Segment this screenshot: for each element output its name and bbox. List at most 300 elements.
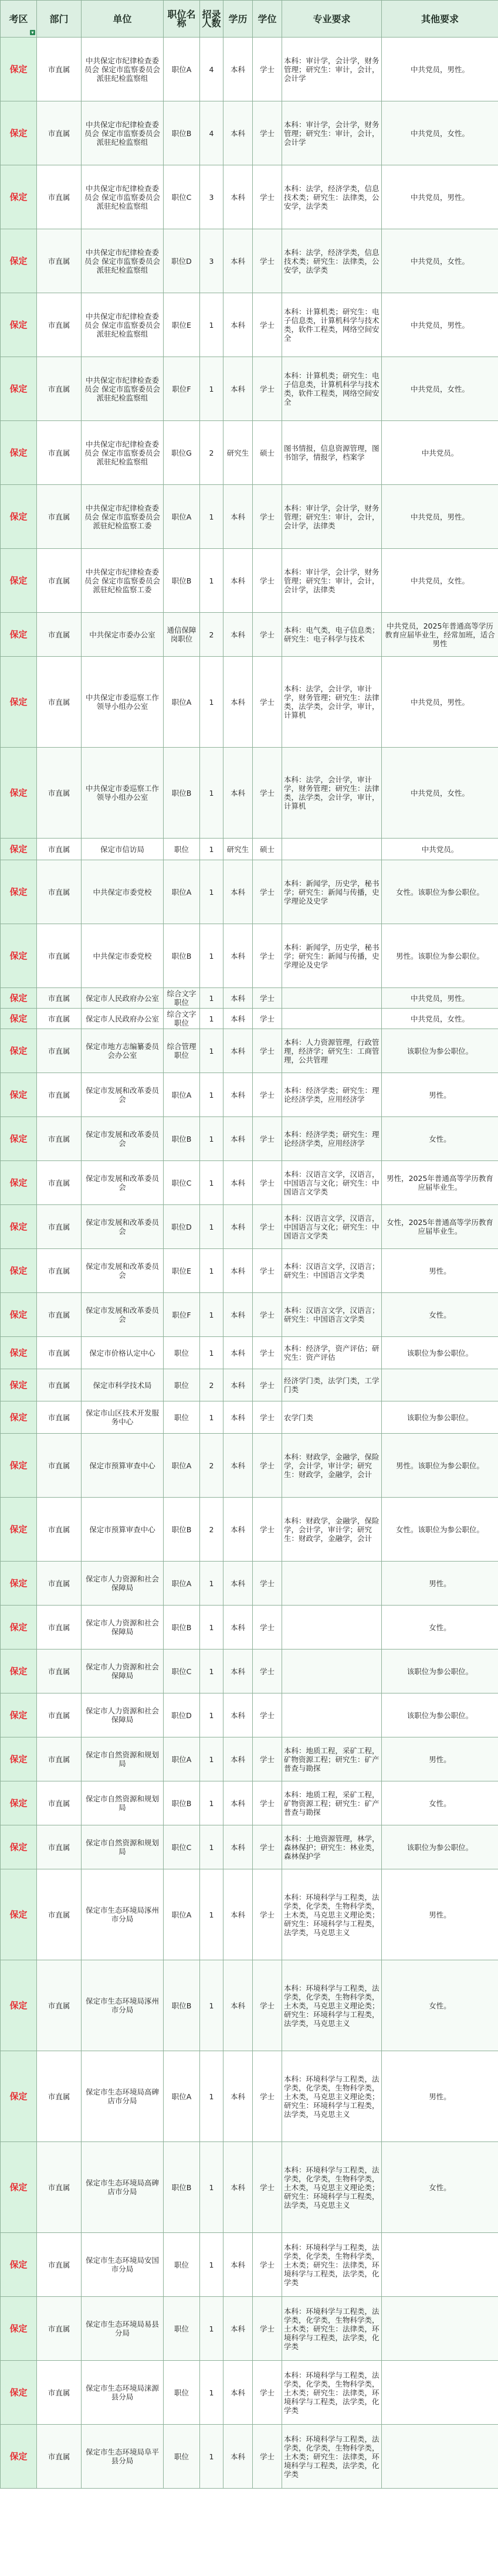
- table-row[interactable]: [1, 1693, 498, 1737]
- cell-other[interactable]: 男性。: [382, 2051, 498, 2142]
- cell-dept[interactable]: 市直属: [37, 1161, 82, 1205]
- cell-num[interactable]: 2: [200, 1434, 223, 1498]
- cell-num[interactable]: 1: [200, 1401, 223, 1434]
- cell-degree[interactable]: 学士: [253, 1161, 282, 1205]
- cell-post[interactable]: 职位E: [164, 1249, 200, 1293]
- table-row[interactable]: [1, 1498, 498, 1562]
- table-row[interactable]: [1, 1205, 498, 1249]
- cell-post[interactable]: 职位B: [164, 1960, 200, 2051]
- cell-post[interactable]: 职位D: [164, 1205, 200, 1249]
- table-row[interactable]: [1, 1337, 498, 1369]
- cell-dept[interactable]: 市直属: [37, 1606, 82, 1650]
- cell-other[interactable]: 男性。: [382, 1562, 498, 1606]
- table-row[interactable]: [1, 2233, 498, 2297]
- cell-num[interactable]: 1: [200, 1825, 223, 1869]
- cell-edu[interactable]: 本科: [223, 1117, 253, 1161]
- cell-num[interactable]: 1: [200, 1781, 223, 1825]
- cell-area[interactable]: 保定: [1, 2233, 37, 2297]
- cell-dept[interactable]: 市直属: [37, 1562, 82, 1606]
- cell-post[interactable]: 职位A: [164, 657, 200, 748]
- cell-major[interactable]: 本科：法学，会计学，审计学，财务管理；研究生：法律类，法学类，会计学，审计，计算机: [282, 657, 382, 748]
- cell-degree[interactable]: 学士: [253, 2051, 282, 2142]
- cell-edu[interactable]: 本科: [223, 293, 253, 357]
- cell-degree[interactable]: 学士: [253, 988, 282, 1009]
- cell-dept[interactable]: 市直属: [37, 1029, 82, 1073]
- cell-unit[interactable]: 保定市自然资源和规划局: [82, 1737, 164, 1781]
- cell-edu[interactable]: 本科: [223, 1401, 253, 1434]
- cell-unit[interactable]: 保定市生态环境局阜平县分局: [82, 2425, 164, 2489]
- cell-major[interactable]: 本科：审计学，会计学，财务管理；研究生：审计，会计，会计学，法律类: [282, 549, 382, 613]
- cell-dept[interactable]: 市直属: [37, 1781, 82, 1825]
- cell-post[interactable]: 职位A: [164, 1434, 200, 1498]
- cell-edu[interactable]: 本科: [223, 2233, 253, 2297]
- cell-num[interactable]: 1: [200, 2297, 223, 2361]
- cell-num[interactable]: 1: [200, 2233, 223, 2297]
- table-row[interactable]: [1, 1869, 498, 1960]
- cell-area[interactable]: 保定: [1, 421, 37, 485]
- cell-degree[interactable]: 学士: [253, 1825, 282, 1869]
- cell-degree[interactable]: 学士: [253, 1693, 282, 1737]
- cell-major[interactable]: 本科：人力资源管理，行政管理，经济学；研究生：工商管理，公共管理: [282, 1029, 382, 1073]
- cell-area[interactable]: 保定: [1, 1693, 37, 1737]
- cell-degree[interactable]: 学士: [253, 860, 282, 924]
- cell-dept[interactable]: 市直属: [37, 1960, 82, 2051]
- cell-area[interactable]: 保定: [1, 1869, 37, 1960]
- cell-degree[interactable]: 学士: [253, 165, 282, 229]
- cell-edu[interactable]: 本科: [223, 657, 253, 748]
- cell-degree[interactable]: 学士: [253, 657, 282, 748]
- cell-post[interactable]: 职位A: [164, 1073, 200, 1117]
- cell-area[interactable]: 保定: [1, 485, 37, 549]
- table-row[interactable]: [1, 1401, 498, 1434]
- cell-area[interactable]: 保定: [1, 988, 37, 1009]
- cell-num[interactable]: 2: [200, 421, 223, 485]
- cell-edu[interactable]: 本科: [223, 485, 253, 549]
- cell-other[interactable]: 男性。: [382, 1249, 498, 1293]
- cell-num[interactable]: 1: [200, 2361, 223, 2425]
- table-row[interactable]: [1, 101, 498, 165]
- cell-area[interactable]: 保定: [1, 2297, 37, 2361]
- cell-other[interactable]: 男性。: [382, 1737, 498, 1781]
- cell-post[interactable]: 职位B: [164, 1606, 200, 1650]
- cell-unit[interactable]: 保定市人力资源和社会保障局: [82, 1693, 164, 1737]
- cell-area[interactable]: 保定: [1, 1737, 37, 1781]
- cell-dept[interactable]: 市直属: [37, 748, 82, 839]
- cell-edu[interactable]: 本科: [223, 1693, 253, 1737]
- cell-major[interactable]: 本科：汉语言文学，汉语言；研究生：中国语言文学类: [282, 1249, 382, 1293]
- cell-area[interactable]: 保定: [1, 1293, 37, 1337]
- cell-edu[interactable]: 本科: [223, 549, 253, 613]
- cell-post[interactable]: 通信保障岗职位: [164, 613, 200, 657]
- cell-post[interactable]: 职位D: [164, 229, 200, 293]
- cell-num[interactable]: 2: [200, 1369, 223, 1401]
- cell-dept[interactable]: 市直属: [37, 549, 82, 613]
- cell-dept[interactable]: 市直属: [37, 1869, 82, 1960]
- cell-degree[interactable]: 学士: [253, 1073, 282, 1117]
- cell-edu[interactable]: 研究生: [223, 421, 253, 485]
- cell-degree[interactable]: 学士: [253, 2233, 282, 2297]
- cell-other[interactable]: 男性。该职位为参公职位。: [382, 924, 498, 988]
- table-row[interactable]: [1, 2361, 498, 2425]
- cell-dept[interactable]: 市直属: [37, 1825, 82, 1869]
- cell-dept[interactable]: 市直属: [37, 1293, 82, 1337]
- cell-area[interactable]: 保定: [1, 1650, 37, 1693]
- cell-unit[interactable]: 保定市价格认定中心: [82, 1337, 164, 1369]
- cell-other[interactable]: 该职位为参公职位。: [382, 1337, 498, 1369]
- table-row[interactable]: [1, 549, 498, 613]
- cell-other[interactable]: 女性。: [382, 1117, 498, 1161]
- cell-dept[interactable]: 市直属: [37, 1205, 82, 1249]
- cell-post[interactable]: 职位A: [164, 1562, 200, 1606]
- cell-major[interactable]: 本科：经济学类；研究生：理论经济学类，应用经济学: [282, 1117, 382, 1161]
- cell-major[interactable]: [282, 839, 382, 860]
- cell-unit[interactable]: 保定市发展和改革委员会: [82, 1073, 164, 1117]
- cell-area[interactable]: 保定: [1, 860, 37, 924]
- cell-num[interactable]: 1: [200, 988, 223, 1009]
- cell-unit[interactable]: 保定市科学技术局: [82, 1369, 164, 1401]
- cell-num[interactable]: 1: [200, 2425, 223, 2489]
- cell-dept[interactable]: 市直属: [37, 1117, 82, 1161]
- cell-dept[interactable]: 市直属: [37, 657, 82, 748]
- cell-num[interactable]: 1: [200, 1249, 223, 1293]
- cell-post[interactable]: 职位: [164, 2361, 200, 2425]
- cell-unit[interactable]: 中共保定市纪律检查委员会 保定市监察委员会派驻纪检监察组: [82, 229, 164, 293]
- cell-other[interactable]: 女性。该职位为参公职位。: [382, 860, 498, 924]
- cell-other[interactable]: 中共党员，男性。: [382, 293, 498, 357]
- cell-dept[interactable]: 市直属: [37, 101, 82, 165]
- table-row[interactable]: [1, 293, 498, 357]
- cell-post[interactable]: 职位A: [164, 38, 200, 101]
- cell-edu[interactable]: 本科: [223, 101, 253, 165]
- cell-edu[interactable]: 本科: [223, 229, 253, 293]
- cell-area[interactable]: 保定: [1, 1498, 37, 1562]
- cell-unit[interactable]: 保定市生态环境局涞源县分局: [82, 2361, 164, 2425]
- cell-major[interactable]: 本科：法学，会计学，审计学，财务管理；研究生：法律类，法学类，会计学，审计，计算机: [282, 748, 382, 839]
- cell-edu[interactable]: 本科: [223, 860, 253, 924]
- cell-other[interactable]: 该职位为参公职位。: [382, 1693, 498, 1737]
- cell-area[interactable]: 保定: [1, 1434, 37, 1498]
- cell-dept[interactable]: 市直属: [37, 1401, 82, 1434]
- table-row[interactable]: [1, 2297, 498, 2361]
- cell-post[interactable]: 综合管理职位: [164, 1029, 200, 1073]
- cell-other[interactable]: 该职位为参公职位。: [382, 1029, 498, 1073]
- cell-unit[interactable]: 保定市山区技术开发服务中心: [82, 1401, 164, 1434]
- cell-major[interactable]: 本科：环境科学与工程类，法学类，化学类，生物科学类，土木类，马克思主义理论类；研究生：环境科学与工程类，法学类，马克思主义: [282, 1960, 382, 2051]
- cell-major[interactable]: 本科：环境科学与工程类，法学类，化学类，生物科学类，土木类；研究生：法律类，环境科学与工程类，法学类，化学类: [282, 2361, 382, 2425]
- cell-edu[interactable]: 本科: [223, 1869, 253, 1960]
- cell-major[interactable]: 本科：新闻学，历史学，秘书学；研究生：新闻与传播，史学理论及史学: [282, 860, 382, 924]
- table-row[interactable]: [1, 357, 498, 421]
- cell-unit[interactable]: 中共保定市纪律检查委员会 保定市监察委员会派驻纪检监察组: [82, 101, 164, 165]
- cell-edu[interactable]: 本科: [223, 2297, 253, 2361]
- table-row[interactable]: [1, 924, 498, 988]
- cell-major[interactable]: [282, 988, 382, 1009]
- cell-degree[interactable]: 学士: [253, 1293, 282, 1337]
- cell-area[interactable]: 保定: [1, 2051, 37, 2142]
- cell-post[interactable]: 职位: [164, 2425, 200, 2489]
- cell-dept[interactable]: 市直属: [37, 1498, 82, 1562]
- cell-num[interactable]: 1: [200, 1205, 223, 1249]
- cell-area[interactable]: 保定: [1, 38, 37, 101]
- cell-degree[interactable]: 学士: [253, 101, 282, 165]
- cell-other[interactable]: 男性。该职位为参公职位。: [382, 1434, 498, 1498]
- cell-unit[interactable]: 保定市生态环境局安国市分局: [82, 2233, 164, 2297]
- cell-post[interactable]: 职位C: [164, 165, 200, 229]
- cell-dept[interactable]: 市直属: [37, 485, 82, 549]
- cell-dept[interactable]: 市直属: [37, 2361, 82, 2425]
- cell-dept[interactable]: 市直属: [37, 1369, 82, 1401]
- cell-area[interactable]: 保定: [1, 101, 37, 165]
- cell-unit[interactable]: 保定市生态环境局高碑店市分局: [82, 2142, 164, 2233]
- cell-num[interactable]: 1: [200, 293, 223, 357]
- cell-post[interactable]: 职位C: [164, 1650, 200, 1693]
- cell-degree[interactable]: 学士: [253, 1401, 282, 1434]
- cell-dept[interactable]: 市直属: [37, 988, 82, 1009]
- cell-dept[interactable]: 市直属: [37, 293, 82, 357]
- cell-post[interactable]: 职位F: [164, 357, 200, 421]
- cell-unit[interactable]: 中共保定市委办公室: [82, 613, 164, 657]
- cell-post[interactable]: 职位A: [164, 485, 200, 549]
- cell-edu[interactable]: 本科: [223, 988, 253, 1009]
- table-row[interactable]: [1, 1737, 498, 1781]
- cell-major[interactable]: 本科：审计学，会计学，财务管理；研究生：审计，会计，会计学: [282, 101, 382, 165]
- cell-post[interactable]: 职位A: [164, 860, 200, 924]
- table-row[interactable]: [1, 38, 498, 101]
- cell-area[interactable]: 保定: [1, 1161, 37, 1205]
- cell-degree[interactable]: 学士: [253, 1117, 282, 1161]
- cell-major[interactable]: 本科：环境科学与工程类，法学类，化学类，生物科学类，土木类；研究生：法律类，环境科学与工程类，法学类，化学类: [282, 2425, 382, 2489]
- cell-degree[interactable]: 学士: [253, 1737, 282, 1781]
- cell-num[interactable]: 1: [200, 357, 223, 421]
- cell-degree[interactable]: 学士: [253, 1869, 282, 1960]
- cell-other[interactable]: 中共党员，女性。: [382, 549, 498, 613]
- cell-num[interactable]: 1: [200, 1960, 223, 2051]
- cell-major[interactable]: 本科：经济学类；研究生：理论经济学类，应用经济学: [282, 1073, 382, 1117]
- cell-major[interactable]: 农学门类: [282, 1401, 382, 1434]
- table-row[interactable]: [1, 229, 498, 293]
- table-row[interactable]: [1, 1825, 498, 1869]
- cell-area[interactable]: 保定: [1, 1009, 37, 1029]
- cell-dept[interactable]: 市直属: [37, 613, 82, 657]
- cell-area[interactable]: 保定: [1, 1073, 37, 1117]
- cell-area[interactable]: 保定: [1, 839, 37, 860]
- cell-edu[interactable]: 本科: [223, 1562, 253, 1606]
- cell-area[interactable]: 保定: [1, 293, 37, 357]
- cell-edu[interactable]: 本科: [223, 613, 253, 657]
- cell-major[interactable]: 本科：环境科学与工程类，法学类，化学类，生物科学类，土木类，马克思主义理论类；研究生：环境科学与工程类，法学类，马克思主义: [282, 2051, 382, 2142]
- cell-edu[interactable]: 本科: [223, 2051, 253, 2142]
- cell-degree[interactable]: 学士: [253, 1029, 282, 1073]
- cell-major[interactable]: 本科：电气类，电子信息类；研究生：电子科学与技术: [282, 613, 382, 657]
- cell-unit[interactable]: 保定市人力资源和社会保障局: [82, 1562, 164, 1606]
- cell-num[interactable]: 1: [200, 1869, 223, 1960]
- cell-degree[interactable]: 学士: [253, 549, 282, 613]
- cell-major[interactable]: 本科：土地资源管理，林学，森林保护；研究生：林业类，森林保护学: [282, 1825, 382, 1869]
- cell-unit[interactable]: 中共保定市纪律检查委员会 保定市监察委员会派驻纪检监察组: [82, 421, 164, 485]
- cell-post[interactable]: 职位: [164, 1369, 200, 1401]
- table-row[interactable]: [1, 1606, 498, 1650]
- cell-edu[interactable]: 研究生: [223, 839, 253, 860]
- cell-degree[interactable]: 学士: [253, 1337, 282, 1369]
- cell-major[interactable]: [282, 1009, 382, 1029]
- cell-other[interactable]: 中共党员，女性。: [382, 229, 498, 293]
- cell-dept[interactable]: 市直属: [37, 229, 82, 293]
- table-row[interactable]: [1, 1009, 498, 1029]
- cell-other[interactable]: 男性。: [382, 1073, 498, 1117]
- cell-edu[interactable]: 本科: [223, 924, 253, 988]
- cell-degree[interactable]: 学士: [253, 1606, 282, 1650]
- cell-area[interactable]: 保定: [1, 1562, 37, 1606]
- cell-area[interactable]: 保定: [1, 1117, 37, 1161]
- cell-edu[interactable]: 本科: [223, 38, 253, 101]
- cell-major[interactable]: 本科：环境科学与工程类，法学类，化学类，生物科学类，土木类；研究生：法律类，环境科学与工程类，法学类，化学类: [282, 2233, 382, 2297]
- cell-post[interactable]: 职位E: [164, 293, 200, 357]
- cell-post[interactable]: 职位B: [164, 1117, 200, 1161]
- table-row[interactable]: [1, 2425, 498, 2489]
- cell-edu[interactable]: 本科: [223, 1073, 253, 1117]
- cell-area[interactable]: 保定: [1, 1249, 37, 1293]
- table-row[interactable]: [1, 613, 498, 657]
- table-row[interactable]: [1, 1781, 498, 1825]
- cell-num[interactable]: 1: [200, 1293, 223, 1337]
- cell-num[interactable]: 1: [200, 924, 223, 988]
- cell-num[interactable]: 1: [200, 485, 223, 549]
- cell-edu[interactable]: 本科: [223, 2425, 253, 2489]
- cell-degree[interactable]: 学士: [253, 2297, 282, 2361]
- cell-unit[interactable]: 保定市生态环境局涿州市分局: [82, 1960, 164, 2051]
- table-row[interactable]: [1, 165, 498, 229]
- cell-area[interactable]: 保定: [1, 165, 37, 229]
- cell-unit[interactable]: 保定市地方志编纂委员会办公室: [82, 1029, 164, 1073]
- cell-major[interactable]: 本科：汉语言文学，汉语言；研究生：中国语言文学类: [282, 1293, 382, 1337]
- cell-edu[interactable]: 本科: [223, 1293, 253, 1337]
- cell-edu[interactable]: 本科: [223, 1161, 253, 1205]
- table-row[interactable]: [1, 988, 498, 1009]
- table-row[interactable]: [1, 1029, 498, 1073]
- cell-dept[interactable]: 市直属: [37, 2142, 82, 2233]
- cell-area[interactable]: 保定: [1, 1029, 37, 1073]
- cell-edu[interactable]: 本科: [223, 1960, 253, 2051]
- cell-other[interactable]: 男性。: [382, 1869, 498, 1960]
- cell-other[interactable]: 中共党员，女性。: [382, 1009, 498, 1029]
- cell-degree[interactable]: 学士: [253, 1249, 282, 1293]
- cell-major[interactable]: 本科：法学，经济学类，信息技术类；研究生：法律类，公安学，法学类: [282, 229, 382, 293]
- cell-dept[interactable]: 市直属: [37, 1737, 82, 1781]
- cell-unit[interactable]: 保定市生态环境局高碑店市分局: [82, 2051, 164, 2142]
- cell-major[interactable]: 本科：审计学，会计学，财务管理；研究生：审计，会计，会计学，法律类: [282, 485, 382, 549]
- cell-post[interactable]: 职位B: [164, 748, 200, 839]
- cell-edu[interactable]: 本科: [223, 1009, 253, 1029]
- cell-edu[interactable]: 本科: [223, 1737, 253, 1781]
- cell-area[interactable]: 保定: [1, 2425, 37, 2489]
- cell-degree[interactable]: 学士: [253, 1205, 282, 1249]
- cell-dept[interactable]: 市直属: [37, 2425, 82, 2489]
- cell-degree[interactable]: 学士: [253, 1960, 282, 2051]
- cell-major[interactable]: 本科：环境科学与工程类，法学类，化学类，生物科学类，土木类，马克思主义理论类；研究生：环境科学与工程类，法学类，马克思主义: [282, 2142, 382, 2233]
- cell-area[interactable]: 保定: [1, 229, 37, 293]
- cell-other[interactable]: [382, 2425, 498, 2489]
- cell-unit[interactable]: 保定市发展和改革委员会: [82, 1161, 164, 1205]
- cell-unit[interactable]: 中共保定市纪律检查委员会 保定市监察委员会派驻纪检监察组: [82, 165, 164, 229]
- table-row[interactable]: [1, 1161, 498, 1205]
- cell-dept[interactable]: 市直属: [37, 924, 82, 988]
- table-row[interactable]: [1, 1369, 498, 1401]
- cell-num[interactable]: 4: [200, 38, 223, 101]
- cell-edu[interactable]: 本科: [223, 1825, 253, 1869]
- table-row[interactable]: [1, 1562, 498, 1606]
- cell-area[interactable]: 保定: [1, 1337, 37, 1369]
- cell-unit[interactable]: 保定市生态环境局易县分局: [82, 2297, 164, 2361]
- cell-other[interactable]: 女性。: [382, 2142, 498, 2233]
- cell-post[interactable]: 综合文字职位: [164, 988, 200, 1009]
- cell-degree[interactable]: 学士: [253, 924, 282, 988]
- cell-other[interactable]: [382, 2233, 498, 2297]
- cell-area[interactable]: 保定: [1, 357, 37, 421]
- cell-major[interactable]: 本科：审计学，会计学，财务管理；研究生：审计，会计，会计学: [282, 38, 382, 101]
- table-row[interactable]: [1, 1650, 498, 1693]
- cell-major[interactable]: [282, 1606, 382, 1650]
- table-row[interactable]: [1, 2142, 498, 2233]
- table-row[interactable]: [1, 1434, 498, 1498]
- table-row[interactable]: [1, 421, 498, 485]
- cell-edu[interactable]: 本科: [223, 165, 253, 229]
- cell-degree[interactable]: 学士: [253, 293, 282, 357]
- cell-unit[interactable]: 中共保定市委巡察工作领导小组办公室: [82, 748, 164, 839]
- cell-dept[interactable]: 市直属: [37, 357, 82, 421]
- cell-degree[interactable]: 学士: [253, 1562, 282, 1606]
- cell-area[interactable]: 保定: [1, 2361, 37, 2425]
- cell-unit[interactable]: 中共保定市纪律检查委员会 保定市监察委员会派驻纪检监察组: [82, 293, 164, 357]
- cell-num[interactable]: 1: [200, 1737, 223, 1781]
- cell-edu[interactable]: 本科: [223, 1249, 253, 1293]
- cell-other[interactable]: 中共党员，女性。: [382, 748, 498, 839]
- cell-major[interactable]: [282, 1693, 382, 1737]
- cell-post[interactable]: 职位: [164, 2233, 200, 2297]
- cell-major[interactable]: 本科：新闻学，历史学，秘书学；研究生：新闻与传播，史学理论及史学: [282, 924, 382, 988]
- cell-unit[interactable]: 中共保定市委党校: [82, 860, 164, 924]
- cell-post[interactable]: 综合文字职位: [164, 1009, 200, 1029]
- cell-post[interactable]: 职位B: [164, 549, 200, 613]
- cell-post[interactable]: 职位: [164, 839, 200, 860]
- cell-post[interactable]: 职位B: [164, 101, 200, 165]
- cell-num[interactable]: 1: [200, 1337, 223, 1369]
- cell-unit[interactable]: 保定市人力资源和社会保障局: [82, 1650, 164, 1693]
- cell-area[interactable]: 保定: [1, 1369, 37, 1401]
- cell-other[interactable]: 中共党员。: [382, 421, 498, 485]
- cell-post[interactable]: 职位C: [164, 1161, 200, 1205]
- cell-edu[interactable]: 本科: [223, 1781, 253, 1825]
- cell-num[interactable]: 1: [200, 1029, 223, 1073]
- cell-unit[interactable]: 保定市生态环境局涿州市分局: [82, 1869, 164, 1960]
- cell-other[interactable]: 男性，2025年普通高等学历教育应届毕业生。: [382, 1161, 498, 1205]
- cell-major[interactable]: 经济学门类，法学门类，工学门类: [282, 1369, 382, 1401]
- table-row[interactable]: [1, 1293, 498, 1337]
- cell-other[interactable]: 该职位为参公职位。: [382, 1650, 498, 1693]
- cell-other[interactable]: [382, 2297, 498, 2361]
- cell-num[interactable]: 1: [200, 1117, 223, 1161]
- cell-unit[interactable]: 保定市预算审查中心: [82, 1434, 164, 1498]
- cell-major[interactable]: 本科：法学，经济学类，信息技术类；研究生：法律类，公安学，法学类: [282, 165, 382, 229]
- cell-num[interactable]: 2: [200, 1498, 223, 1562]
- cell-num[interactable]: 1: [200, 1562, 223, 1606]
- cell-degree[interactable]: 学士: [253, 229, 282, 293]
- cell-area[interactable]: 保定: [1, 1825, 37, 1869]
- cell-major[interactable]: 本科：财政学，金融学，保险学，会计学，审计学；研究生：财政学，金融学，会计: [282, 1498, 382, 1562]
- cell-major[interactable]: [282, 1562, 382, 1606]
- cell-degree[interactable]: 学士: [253, 1650, 282, 1693]
- cell-unit[interactable]: 保定市自然资源和规划局: [82, 1825, 164, 1869]
- cell-degree[interactable]: 学士: [253, 2142, 282, 2233]
